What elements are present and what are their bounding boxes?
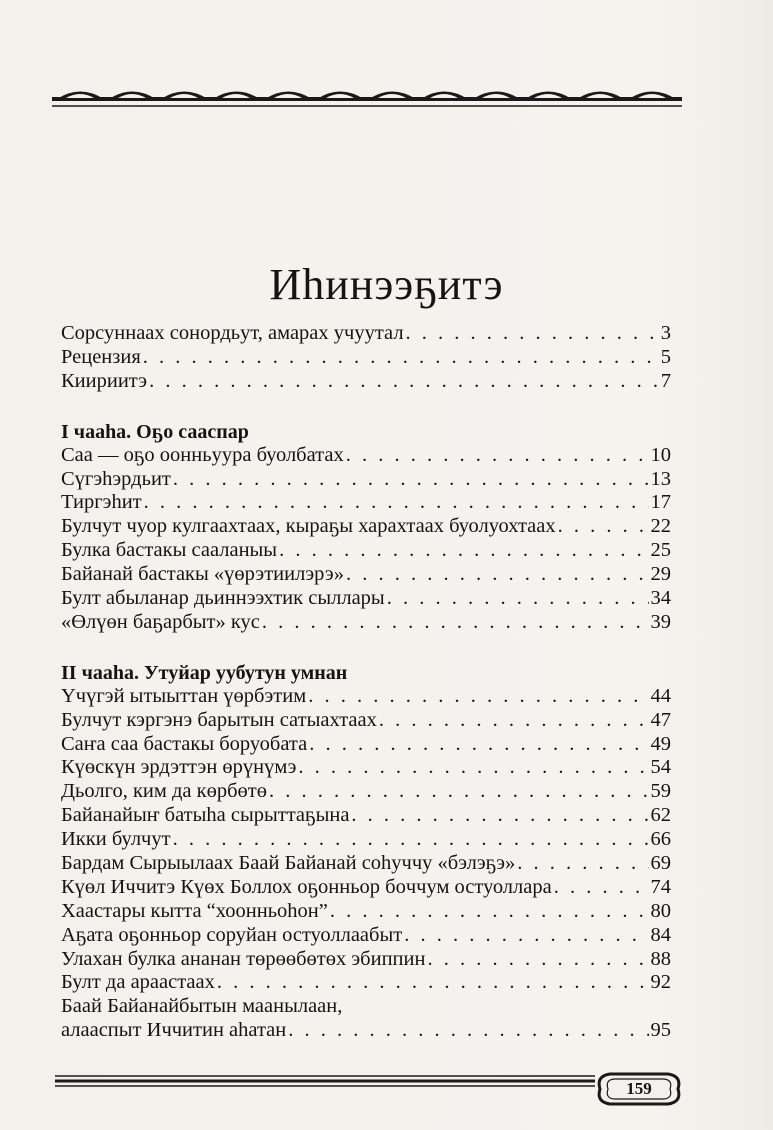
toc-entry-page: 7 (660, 369, 671, 392)
toc-entry-page: 25 (650, 539, 671, 562)
toc-entry-title: Сүгэhэрдьит (61, 467, 171, 490)
toc-entry-page: 39 (650, 610, 671, 633)
dot-leader (387, 587, 649, 611)
toc-entry (61, 611, 671, 635)
toc-entry-title: Рецензия (61, 345, 141, 368)
dot-leader (262, 611, 649, 635)
toc-entry-title: Киириитэ (61, 369, 148, 392)
dot-leader (379, 709, 649, 733)
toc-entry (61, 756, 671, 780)
toc-entry (61, 828, 671, 852)
dot-leader (558, 515, 649, 539)
toc-entry-title: Баай Байанайбытын маанылаан, (61, 995, 343, 1018)
toc-entry (61, 1019, 671, 1043)
toc-entry-page: 66 (650, 828, 671, 851)
toc-entry-page: 3 (660, 322, 671, 344)
toc-entry-title: Булчут кэргэнэ барытын сатыахтаах (61, 708, 377, 731)
toc-entry-page: 44 (650, 684, 671, 707)
toc-entry (61, 587, 671, 611)
toc-entry (61, 924, 671, 948)
toc-entry-title: Бардам Сырыылаах Баай Байанай соhуччу «бэлэҕэ» (61, 852, 516, 875)
toc-entry (61, 685, 671, 709)
toc-entry-title: Булт да араастаах (61, 971, 215, 994)
section-heading: I чааhа. Оҕо сааспар (61, 420, 249, 443)
toc-entry-title: Тиргэhит (61, 491, 142, 514)
toc-entry-page: 54 (650, 756, 671, 779)
toc-entry-title: «Өлүөн баҕарбыт» кус (61, 610, 260, 633)
toc-entry-title: Саҥа саа бастакы боруобата (61, 732, 308, 755)
toc-entry (61, 563, 671, 587)
toc-entry-title: Байанайыҥ батыhа сырыттаҕына (61, 804, 350, 827)
toc-entry-title-continued: алааспыт Иччитин аhатан (61, 1019, 287, 1042)
toc-entry-page: 22 (650, 515, 671, 538)
top-ornament-border (52, 82, 682, 112)
toc-entry-page: 13 (650, 467, 671, 490)
toc-entry-page: 49 (650, 732, 671, 755)
toc-entry-title: Саа — оҕо оонньуура буолбатах (61, 443, 344, 466)
dot-leader (288, 1019, 648, 1043)
dot-leader (144, 491, 649, 515)
toc-entry (61, 876, 671, 900)
dot-leader (279, 539, 648, 563)
toc-entry (61, 539, 671, 563)
toc-entry-title: Булчут чуор кулгаахтаах, кыраҕы харахтаах буолуохтаах (61, 515, 556, 538)
toc-entry-title: Булт абыланар дьиннээхтик сыллары (61, 587, 385, 610)
page-number: 159 (626, 1079, 652, 1098)
toc-entry-title: Аҕата оҕонньор соруйан остуоллаабыт (61, 923, 403, 946)
toc-entry-page: 47 (650, 708, 671, 731)
dot-leader (427, 948, 648, 972)
toc-entry-page: 17 (650, 491, 671, 514)
toc-entry (61, 900, 671, 924)
dot-leader (173, 828, 649, 852)
toc-entry (61, 491, 671, 515)
section-heading: II чааhа. Утуйар уубутун умнан (61, 661, 348, 684)
dot-leader (406, 322, 659, 346)
toc-entry-title: Улахан булка ананан төрөөбөтөх эбиппин (61, 947, 426, 970)
toc-entry-title: Байанай бастакы «үөрэтиилэрэ» (61, 563, 344, 586)
dot-leader (308, 685, 648, 709)
toc-entry-page: 84 (650, 923, 671, 946)
dot-leader (309, 733, 648, 757)
toc-entry (61, 852, 671, 876)
dot-leader (351, 804, 648, 828)
toc-entry (61, 971, 671, 995)
toc-entry-title: Сорсуннаах сонордьут, амарах учуутал (61, 322, 404, 344)
dot-leader (404, 924, 648, 948)
toc-entry-page: 10 (650, 443, 671, 466)
dot-leader (346, 563, 649, 587)
dot-leader (517, 852, 648, 876)
toc-entry (61, 370, 671, 394)
toc-entry-title: Хаастары кытта “хоонньоhон” (61, 899, 328, 922)
dot-leader (554, 876, 649, 900)
toc-entry (61, 468, 671, 492)
toc-entry-page: 34 (650, 587, 671, 610)
toc-entry-title: Булка бастакы сааланыы (61, 539, 278, 562)
dot-leader (149, 370, 659, 394)
page-title: Иhинээҕитэ (269, 260, 504, 310)
toc-entry (61, 515, 671, 539)
toc-entry-page: 92 (650, 971, 671, 994)
bottom-rule-border (55, 1070, 595, 1094)
dot-leader (346, 444, 649, 468)
toc-entry-page: 59 (650, 780, 671, 803)
toc-entry-page: 80 (650, 899, 671, 922)
toc-entry-page: 62 (650, 804, 671, 827)
dot-leader (173, 468, 649, 492)
page-number-badge (594, 1070, 684, 1108)
toc-entry-page: 69 (650, 852, 671, 875)
dot-leader (330, 900, 649, 924)
toc-entry (61, 322, 671, 346)
table-of-contents (61, 322, 671, 1043)
toc-entry (61, 444, 671, 468)
toc-entry-page: 95 (650, 1019, 671, 1042)
toc-entry-title: Дьолго, ким да көрбөтө (61, 780, 267, 803)
toc-entry-page: 5 (660, 345, 671, 368)
dot-leader (217, 971, 649, 995)
toc-entry (61, 346, 671, 370)
toc-entry (61, 804, 671, 828)
toc-entry (61, 733, 671, 757)
toc-entry (61, 948, 671, 972)
dot-leader (143, 346, 659, 370)
toc-entry-page: 88 (650, 947, 671, 970)
toc-entry-page: 29 (650, 563, 671, 586)
toc-entry-title: Күөскүн эрдэттэн өрүнүмэ (61, 756, 297, 779)
toc-entry (61, 709, 671, 733)
toc-entry-title: Үчүгэй ытыыттан үөрбэтим (61, 684, 307, 707)
toc-entry-title: Күөл Иччитэ Күөх Боллох оҕонньор бoччум остуоллара (61, 875, 552, 898)
toc-entry-title: Икки булчут (61, 828, 171, 851)
toc-entry-first-line (61, 995, 671, 1019)
toc-entry-page: 74 (650, 875, 671, 898)
dot-leader (298, 756, 648, 780)
toc-entry (61, 780, 671, 804)
dot-leader (269, 780, 649, 804)
